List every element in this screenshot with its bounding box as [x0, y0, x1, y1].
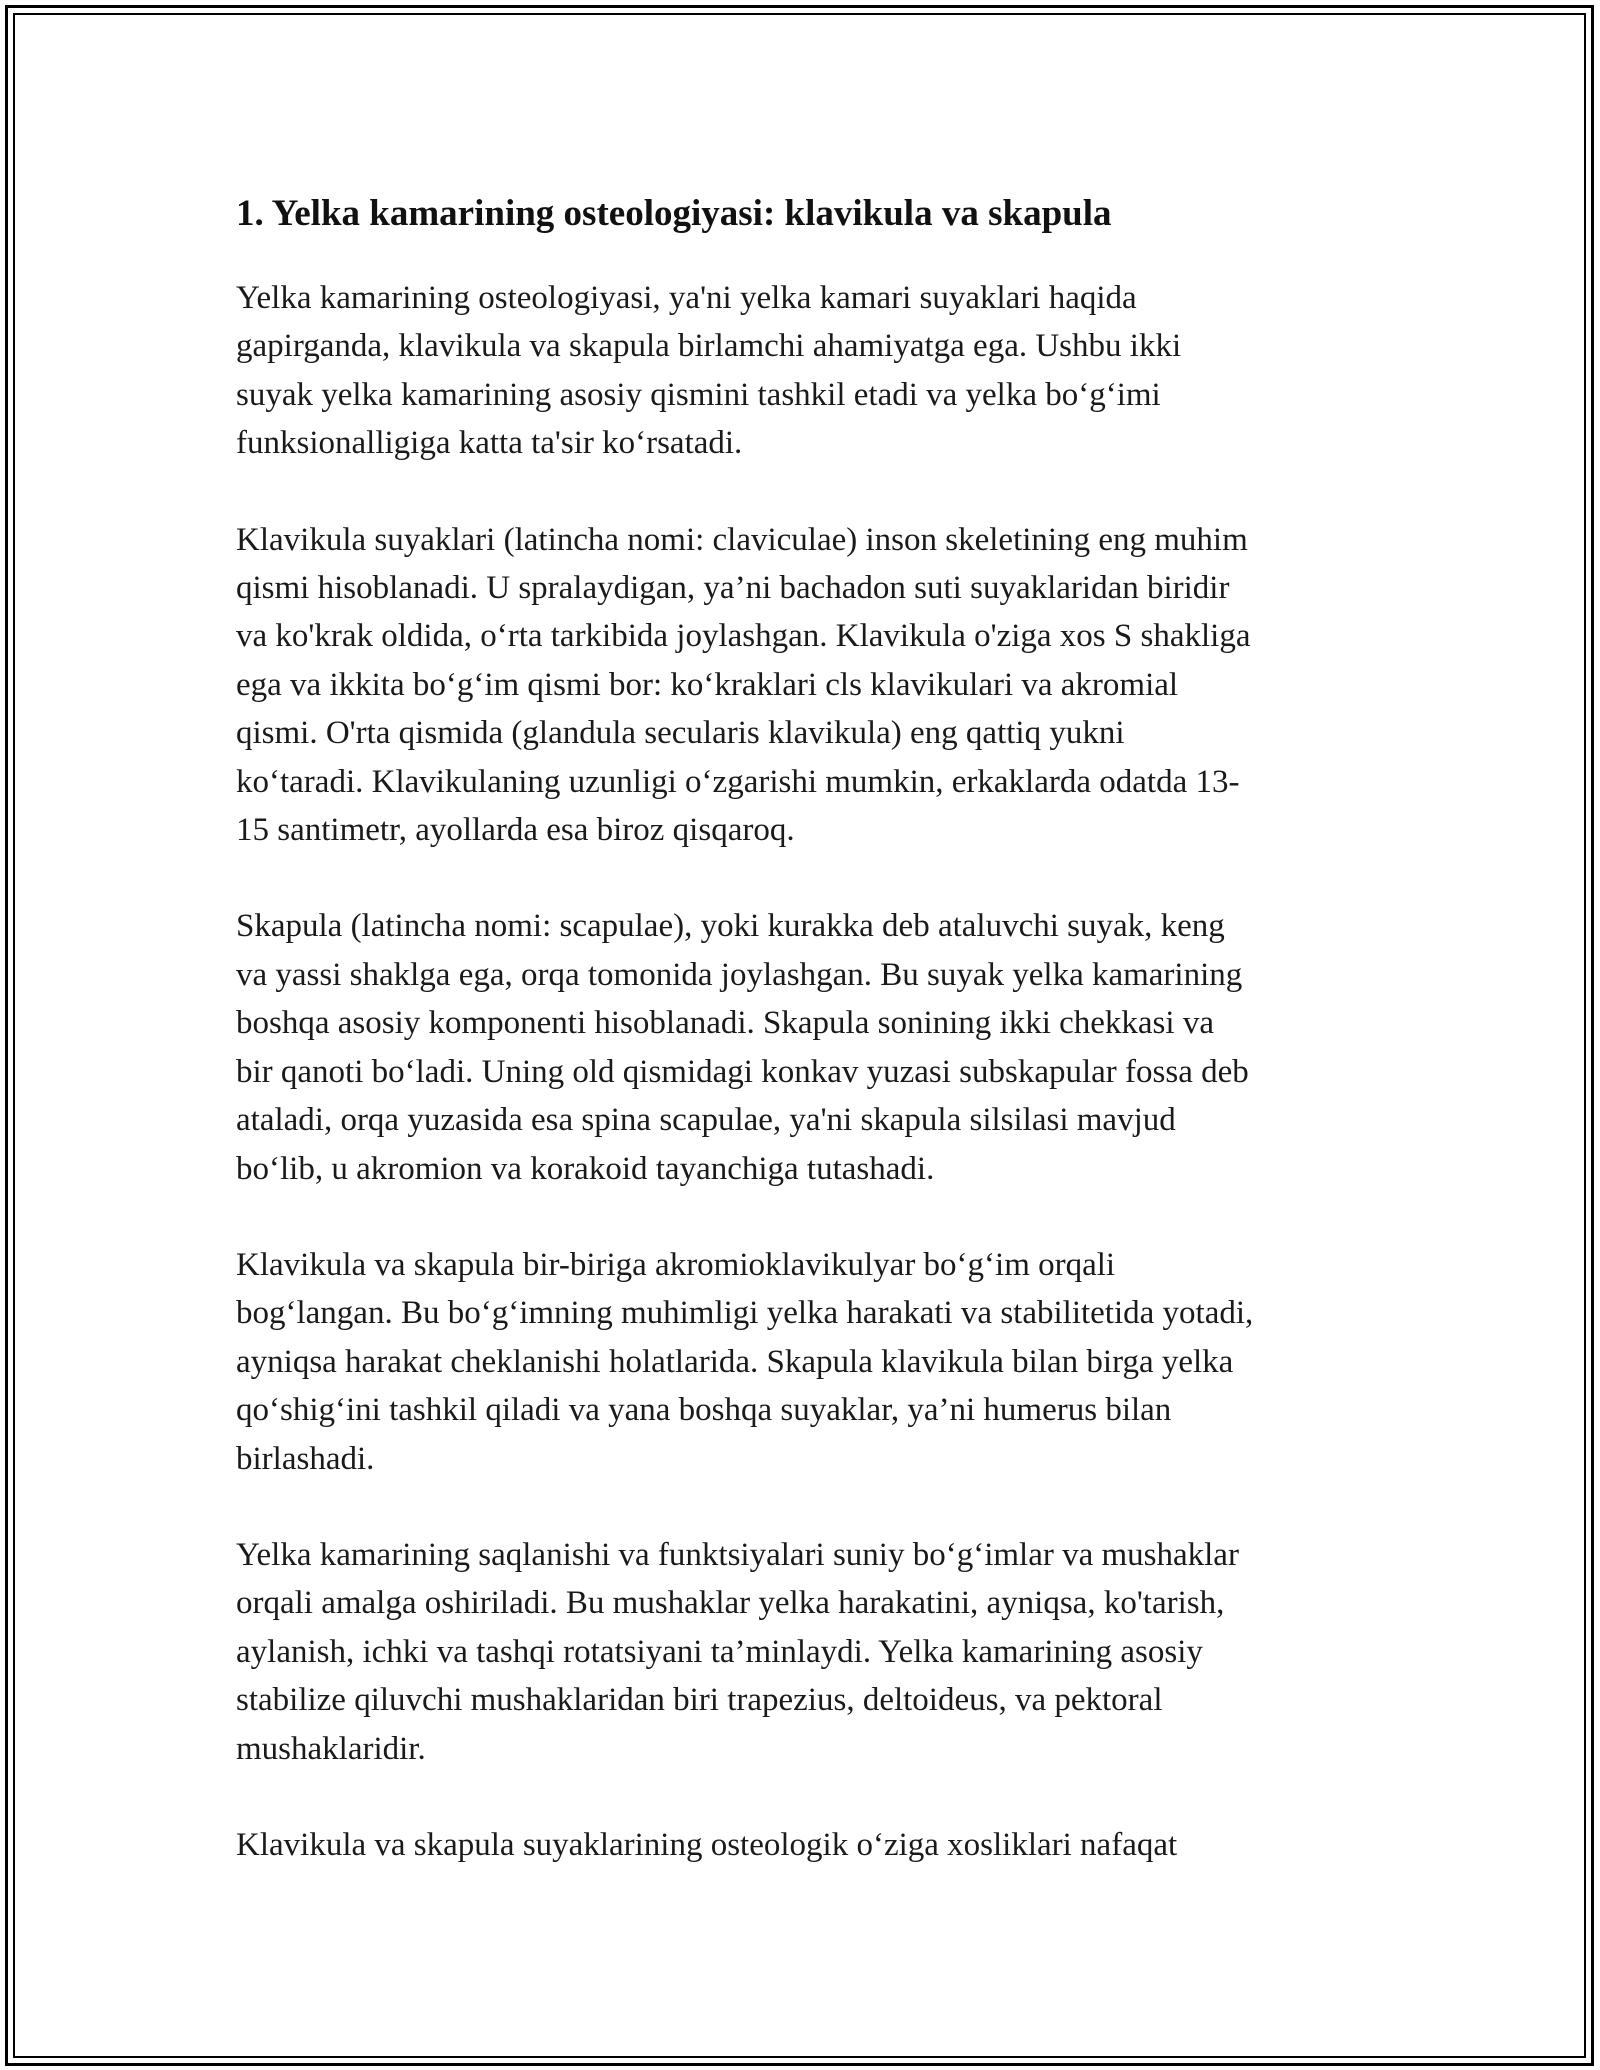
text-line: mushaklaridir. — [236, 1730, 426, 1767]
text-line: ko‘taradi. Klavikulaning uzunligi o‘zgarishi mumkin, erkaklarda odatda 13- — [236, 763, 1240, 800]
text-line: Yelka kamarining saqlanishi va funktsiyalari suniy bo‘g‘imlar va mushaklar — [236, 1536, 1239, 1573]
paragraph-clavicle — [236, 516, 1396, 855]
text-line: Klavikula va skapula suyaklarining osteologik o‘ziga xosliklari nafaqat — [236, 1826, 1178, 1863]
text-line: birlashadi. — [236, 1440, 375, 1477]
text-line: Yelka kamarining osteologiyasi, ya'ni yelka kamari suyaklari haqida — [236, 280, 1137, 316]
text-line: aylanish, ichki va tashqi rotatsiyani ta’minlaydi. Yelka kamarining asosiy — [236, 1633, 1203, 1670]
text-line: bo‘lib, u akromion va korakoid tayanchiga tutashadi. — [236, 1150, 935, 1187]
text-line: bog‘langan. Bu bo‘g‘imning muhimligi yelka harakati va stabilitetida yotadi, — [236, 1295, 1254, 1332]
text-line: ega va ikkita bo‘g‘im qismi bor: ko‘kraklari cls klavikulari va akromial — [236, 666, 1179, 703]
text-line: Skapula (latincha nomi: scapulae), yoki kurakka deb ataluvchi suyak, keng — [236, 908, 1225, 945]
section-heading: 1. Yelka kamarining osteologiyasi: klavikula va skapula — [236, 193, 1112, 234]
text-line: boshqa asosiy komponenti hisoblanadi. Skapula sonining ikki chekkasi va — [236, 1005, 1214, 1042]
paragraph-scapula — [236, 902, 1396, 1192]
text-line: ayniqsa harakat cheklanishi holatlarida. Skapula klavikula bilan birga yelka — [236, 1343, 1234, 1380]
paragraph-intro — [236, 274, 1396, 468]
text-line: Klavikula suyaklari (latincha nomi: claviculae) inson skeletining eng muhim — [236, 521, 1248, 558]
text-line: funksionalligiga katta ta'sir ko‘rsatadi. — [236, 425, 743, 462]
paragraph-closing — [236, 1821, 1396, 1869]
text-line: stabilize qiluvchi mushaklaridan biri trapezius, deltoideus, va pektoral — [236, 1682, 1163, 1719]
text-line: va ko'krak oldida, o‘rta tarkibida joylashgan. Klavikula o'ziga xos S shakliga — [236, 618, 1251, 655]
paragraph-joint — [236, 1241, 1396, 1483]
text-line: ataladi, orqa yuzasida esa spina scapulae, ya'ni skapula silsilasi mavjud — [236, 1102, 1176, 1139]
text-line: gapirganda, klavikula va skapula birlamchi ahamiyatga ega. Ushbu ikki — [236, 328, 1182, 365]
text-line: bir qanoti bo‘ladi. Uning old qismidagi konkav yuzasi subskapular fossa deb — [236, 1053, 1249, 1090]
paragraph-muscles — [236, 1531, 1396, 1773]
text-line: 15 santimetr, ayollarda esa biroz qisqaroq. — [236, 812, 795, 849]
text-line: qismi. O'rta qismida (glandula secularis klavikula) eng qattiq yukni — [236, 715, 1125, 752]
text-line: va yassi shaklga ega, orqa tomonida joylashgan. Bu suyak yelka kamarining — [236, 956, 1243, 993]
text-line: suyak yelka kamarining asosiy qismini tashkil etadi va yelka bo‘g‘imi — [236, 376, 1161, 413]
text-line: qismi hisoblanadi. U spralaydigan, ya’ni bachadon suti suyaklaridan biridir — [236, 570, 1230, 607]
document-body — [236, 184, 1396, 1917]
text-line: Klavikula va skapula bir-biriga akromioklavikulyar bo‘g‘im orqali — [236, 1246, 1116, 1283]
text-line: qo‘shig‘ini tashkil qiladi va yana boshqa suyaklar, ya’ni humerus bilan — [236, 1392, 1172, 1429]
text-line: orqali amalga oshiriladi. Bu mushaklar yelka harakatini, ayniqsa, ko'tarish, — [236, 1585, 1225, 1622]
